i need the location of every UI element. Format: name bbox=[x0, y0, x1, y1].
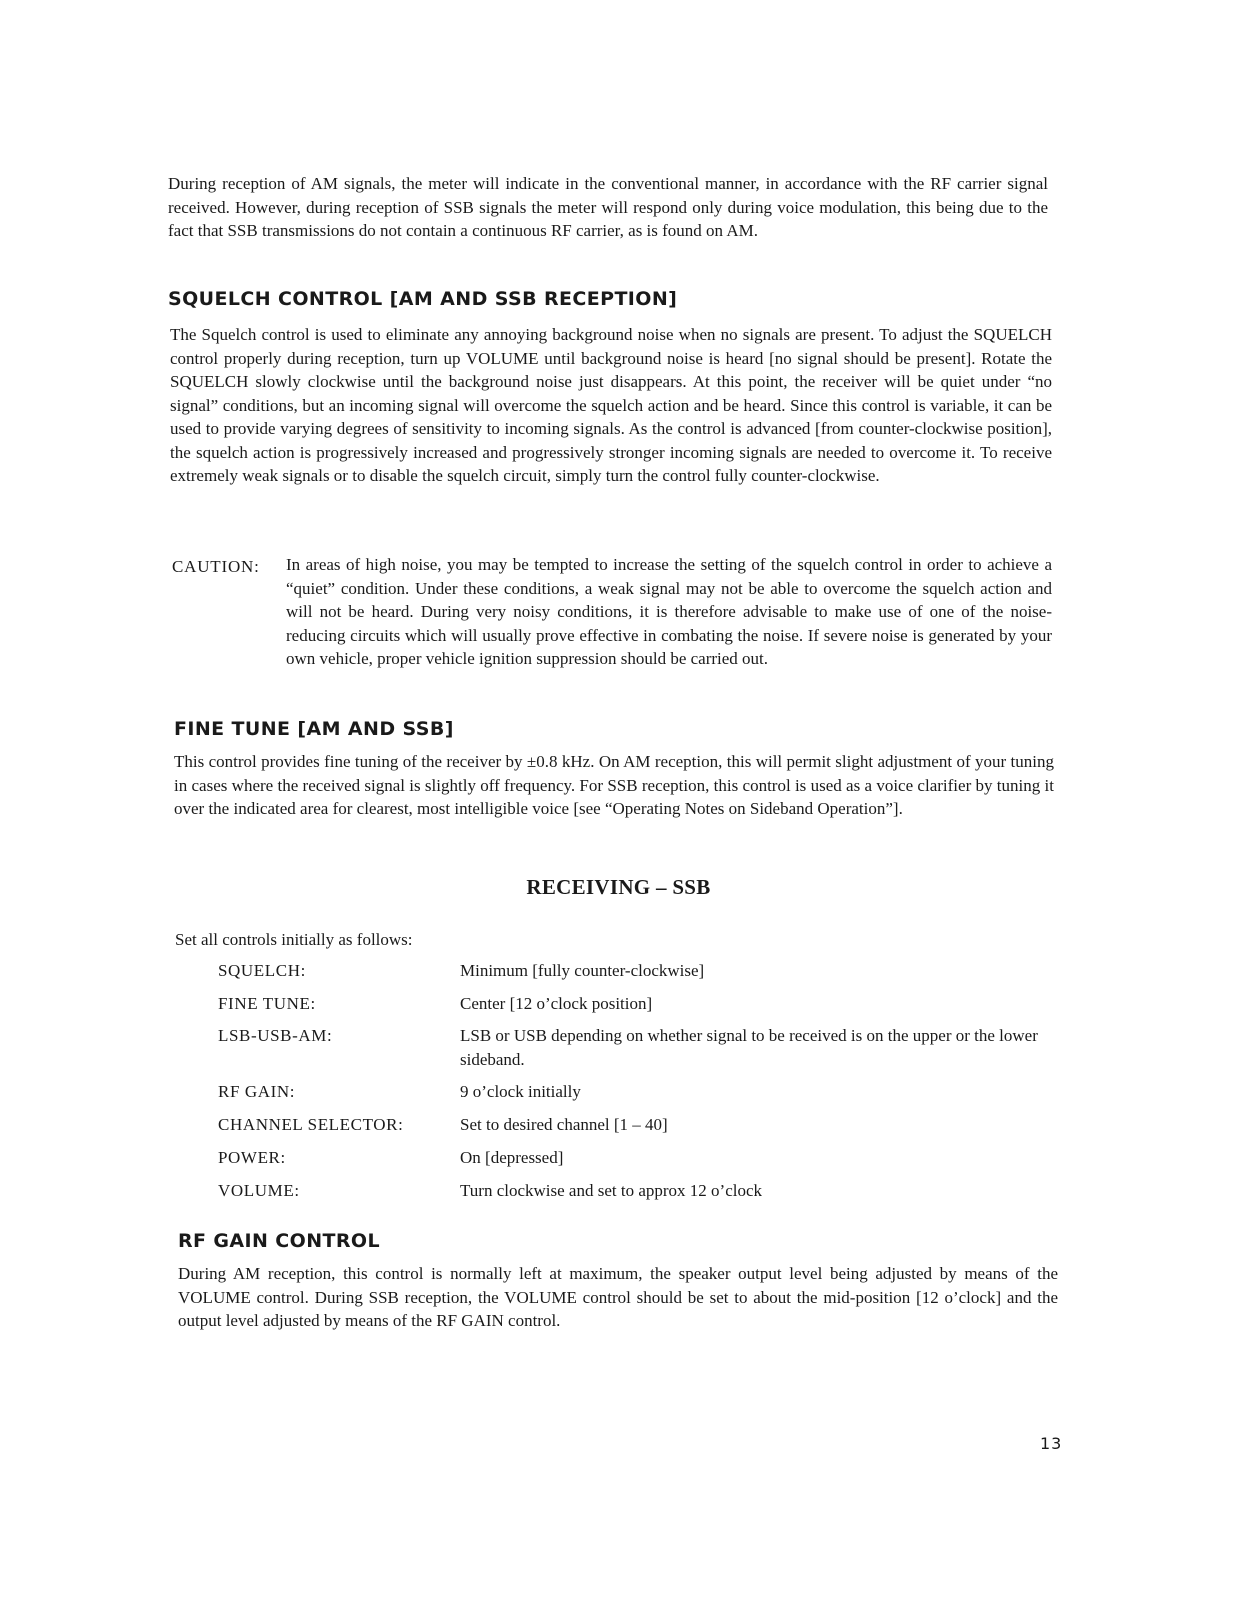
setting-name: VOLUME: bbox=[218, 1181, 300, 1200]
rf-gain-heading: RF GAIN CONTROL bbox=[178, 1230, 380, 1252]
caution-paragraph: In areas of high noise, you may be tempted to increase the setting of the squelch control in order to achieve a “quiet” condition. Under these conditions, a weak signal may not be able to overcome the squelch action and will not be heard. During very noisy conditions, it is therefore advisable to make use of one of the noise-reducing circuits which will usually prove effective in combating the noise. If severe noise is generated by your own vehicle, proper vehicle ignition suppression should be carried out. bbox=[286, 555, 1052, 668]
setting-value: LSB or USB depending on whether signal to be received is on the upper or the lower sideband. bbox=[460, 1026, 1038, 1069]
setting-name: RF GAIN: bbox=[218, 1082, 296, 1101]
squelch-heading: SQUELCH CONTROL [AM AND SSB RECEPTION] bbox=[168, 288, 678, 310]
receiving-ssb-heading: RECEIVING – SSB bbox=[526, 875, 711, 899]
settings-intro: Set all controls initially as follows: bbox=[175, 930, 413, 949]
rf-gain-paragraph: During AM reception, this control is normally left at maximum, the speaker output level being adjusted by means of the VOLUME control. During SSB reception, the VOLUME control should be set to about the mid-position [12 o’clock] and the output level adjusted by means of the RF GAIN control. bbox=[178, 1264, 1058, 1330]
setting-value: Center [12 o’clock position] bbox=[460, 994, 653, 1013]
fine-tune-heading: FINE TUNE [AM AND SSB] bbox=[174, 718, 454, 740]
setting-value: Turn clockwise and set to approx 12 o’clock bbox=[460, 1181, 763, 1200]
setting-value: Set to desired channel [1 – 40] bbox=[460, 1115, 668, 1134]
setting-name: FINE TUNE: bbox=[218, 994, 316, 1013]
setting-value: On [depressed] bbox=[460, 1148, 564, 1167]
setting-name: CHANNEL SELECTOR: bbox=[218, 1115, 404, 1134]
intro-paragraph: During reception of AM signals, the meter will indicate in the conventional manner, in accordance with the RF carrier signal received. However, during reception of SSB signals the meter will respond only during voice modulation, this being due to the fact that SSB transmissions do not contain a continuous RF carrier, as is found on AM. bbox=[168, 174, 1048, 240]
squelch-paragraph: The Squelch control is used to eliminate any annoying background noise when no signals are present. To adjust the SQUELCH control properly during reception, turn up VOLUME until background noise is heard [no signal should be present]. Rotate the SQUELCH slowly clockwise until the background noise just disappears. At this point, the receiver will be quiet under “no signal” conditions, but an incoming signal will overcome the squelch action and be heard. Since this control is variable, it can be used to provide varying degrees of sensitivity to incoming signals. As the control is advanced [from counter-clockwise position], the squelch action is progressively increased and progressively stronger incoming signals are needed to overcome it. To receive extremely weak signals or to disable the squelch circuit, simply turn the control fully counter-clockwise. bbox=[170, 325, 1052, 485]
setting-name: LSB-USB-AM: bbox=[218, 1026, 333, 1045]
caution-label: CAUTION: bbox=[172, 557, 260, 576]
setting-value: 9 o’clock initially bbox=[460, 1082, 581, 1101]
setting-name: POWER: bbox=[218, 1148, 286, 1167]
fine-tune-paragraph: This control provides fine tuning of the receiver by ±0.8 kHz. On AM reception, this will permit slight adjustment of your tuning in cases where the received signal is slightly off frequency. For SSB reception, this control is used as a voice clarifier by tuning it over the indicated area for clearest, most intelligible voice [see “Operating Notes on Sideband Operation”]. bbox=[174, 752, 1054, 818]
page-number: 13 bbox=[1040, 1434, 1063, 1453]
setting-value: Minimum [fully counter-clockwise] bbox=[460, 961, 705, 980]
setting-name: SQUELCH: bbox=[218, 961, 306, 980]
